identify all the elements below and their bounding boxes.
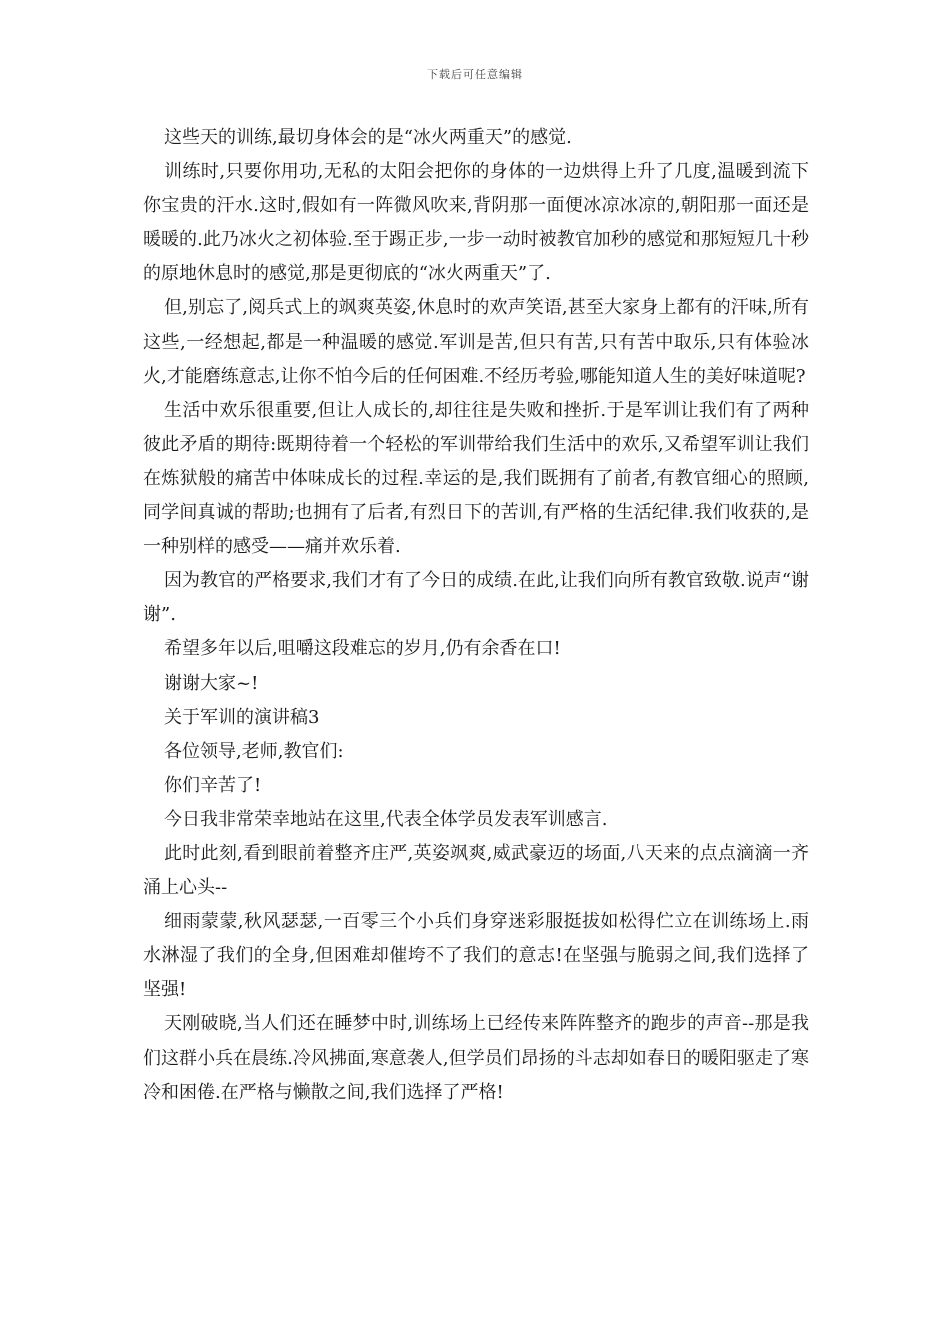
page-header: 下载后可任意编辑 [427, 68, 523, 81]
section-title: 关于军训的演讲稿3 [164, 706, 320, 728]
paragraph: 谢谢大家~! [164, 672, 259, 694]
paragraph: 训练时,只要你用功,无私的太阳会把你的身体的一边烘得上升了几度,温暖到流下你宝贵的汗水.这时,假如有一阵微风吹来,背阴那一面便冰凉冰凉的,朝阳那一面还是暖暖的.此乃冰火之初体验.至于踢正步,一步一动时被教官加秒的感觉和那短短几十秒的原地休息时的感觉,那是更彻底的“冰火两重天”了. [143, 161, 809, 285]
paragraph: 但,别忘了,阅兵式上的飒爽英姿,休息时的欢声笑语,甚至大家身上都有的汗味,所有这些,一经想起,都是一种温暖的感觉.军训是苦,但只有苦,只有苦中取乐,只有体验冰火,才能磨练意志,让你不怕今后的任何困难.不经历考验,哪能知道人生的美好味道呢? [143, 297, 809, 387]
paragraph: 今日我非常荣幸地站在这里,代表全体学员发表军训感言. [164, 808, 608, 830]
paragraph: 生活中欢乐很重要,但让人成长的,却往往是失败和挫折.于是军训让我们有了两种彼此矛盾的期待:既期待着一个轻松的军训带给我们生活中的欢乐,又希望军训让我们在炼狱般的痛苦中体味成长的过程.幸运的是,我们既拥有了前者,有教官细心的照顾,同学间真诚的帮助;也拥有了后者,有烈日下的苦训,有严格的生活纪律.我们收获的,是一种别样的感受——痛并欢乐着. [143, 399, 809, 558]
paragraph: 希望多年以后,咀嚼这段难忘的岁月,仍有余香在口! [164, 638, 561, 660]
paragraph: 各位领导,老师,教官们: [164, 740, 344, 762]
paragraph: 这些天的训练,最切身体会的是“冰火两重天”的感觉. [164, 127, 572, 148]
paragraph: 天刚破晓,当人们还在睡梦中时,训练场上已经传来阵阵整齐的跑步的声音--那是我们这群小兵在晨练.冷风拂面,寒意袭人,但学员们昂扬的斗志却如春日的暖阳驱走了寒冷和困倦.在严格与懒散之间,我们选择了严格! [143, 1013, 809, 1103]
paragraph: 细雨蒙蒙,秋风瑟瑟,一百零三个小兵们身穿迷彩服挺拔如松得伫立在训练场上.雨水淋湿了我们的全身,但困难却催垮不了我们的意志!在坚强与脆弱之间,我们选择了坚强! [143, 911, 809, 1001]
paragraph: 你们辛苦了! [164, 774, 262, 796]
document-body [143, 121, 809, 1110]
paragraph: 此时此刻,看到眼前着整齐庄严,英姿飒爽,威武豪迈的场面,八天来的点点滴滴一齐涌上心头-- [143, 842, 809, 899]
paragraph: 因为教官的严格要求,我们才有了今日的成绩.在此,让我们向所有教官致敬.说声“谢谢”. [143, 570, 809, 626]
